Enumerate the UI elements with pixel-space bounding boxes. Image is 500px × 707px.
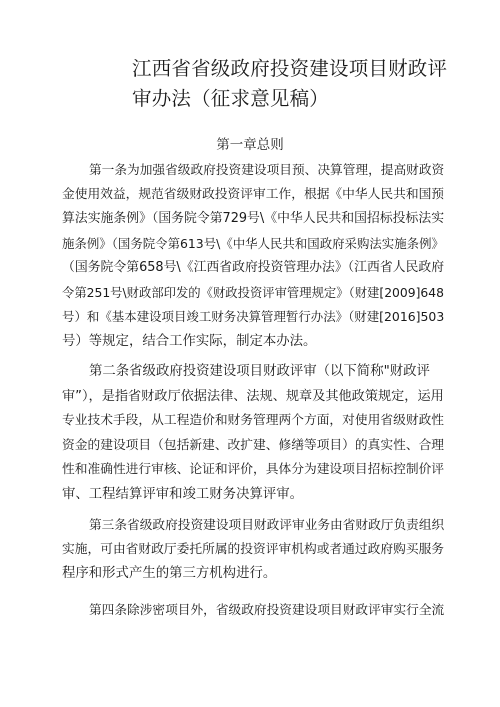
- article-3-paragraph: [62, 513, 446, 587]
- article-3-line-2: 实施，可由省财政厅委托所属的投资评审机构或者通过政府购买服务: [62, 541, 445, 557]
- article-1-paragraph: [62, 158, 446, 354]
- article-2-line-6: 审、工程结算评审和竣工财务决算评审。: [62, 486, 304, 502]
- article-1-line-8: 号）等规定，结合工作实际，制定本办法。: [62, 333, 317, 349]
- article-1-line-6: 令第251号\财政部印发的《财政投资评审管理规定》（财建[2009]648: [62, 285, 444, 300]
- article-4-paragraph: [62, 598, 446, 623]
- article-4-line-1: 第四条除涉密项目外，省级政府投资建设项目财政评审实行全流: [89, 601, 445, 617]
- chapter-heading: 第一章总则: [216, 137, 284, 153]
- title-line-2: 审办法（征求意见稿）: [132, 87, 330, 110]
- document-title: [132, 54, 452, 114]
- article-2-paragraph: [62, 360, 446, 507]
- article-1-line-3: 算法实施条例》（国务院令第729号\《中华人民共和国招标投标法实: [62, 211, 445, 226]
- title-line-1: 江西省省级政府投资建设项目财政评: [132, 57, 448, 80]
- article-1-line-7: 号）和《基本建设项目竣工财务决算管理暂行办法》（财建[2016]503: [62, 309, 445, 324]
- article-2-line-4: 资金的建设项目（包括新建、改扩建、修缮等项目）的真实性、合理: [62, 437, 445, 453]
- document-body: [62, 158, 446, 622]
- article-1-line-5: （国务院令第658号\《江西省政府投资管理办法》（江西省人民政府: [62, 260, 445, 275]
- article-1-line-2: 金使用效益，规范省级财政投资评审工作，根据《中华人民共和国预: [62, 186, 445, 202]
- article-2-line-2: 审”），是指省财政厅依据法律、法规、规章及其他政策规定，运用: [62, 388, 444, 404]
- article-3-line-1: 第三条省级政府投资建设项目财政评审业务由省财政厅负责组织: [89, 517, 445, 532]
- article-3-line-3: 程序和形式产生的第三方机构进行。: [62, 566, 277, 581]
- article-2-line-1: 第二条省级政府投资建设项目财政评审（以下简称"财政评: [89, 364, 430, 379]
- article-2-line-5: 性和准确性进行审核、论证和评价，具体分为建设项目招标控制价评: [62, 462, 445, 477]
- article-1-line-4: 施条例》（国务院令第613号\《中华人民共和国政府采购法实施条例》: [62, 235, 444, 251]
- article-2-line-3: 专业技术手段，从工程造价和财务管理两个方面，对使用省级财政性: [62, 413, 445, 428]
- article-1-line-1: 第一条为加强省级政府投资建设项目预、决算管理，提高财政资: [89, 162, 445, 177]
